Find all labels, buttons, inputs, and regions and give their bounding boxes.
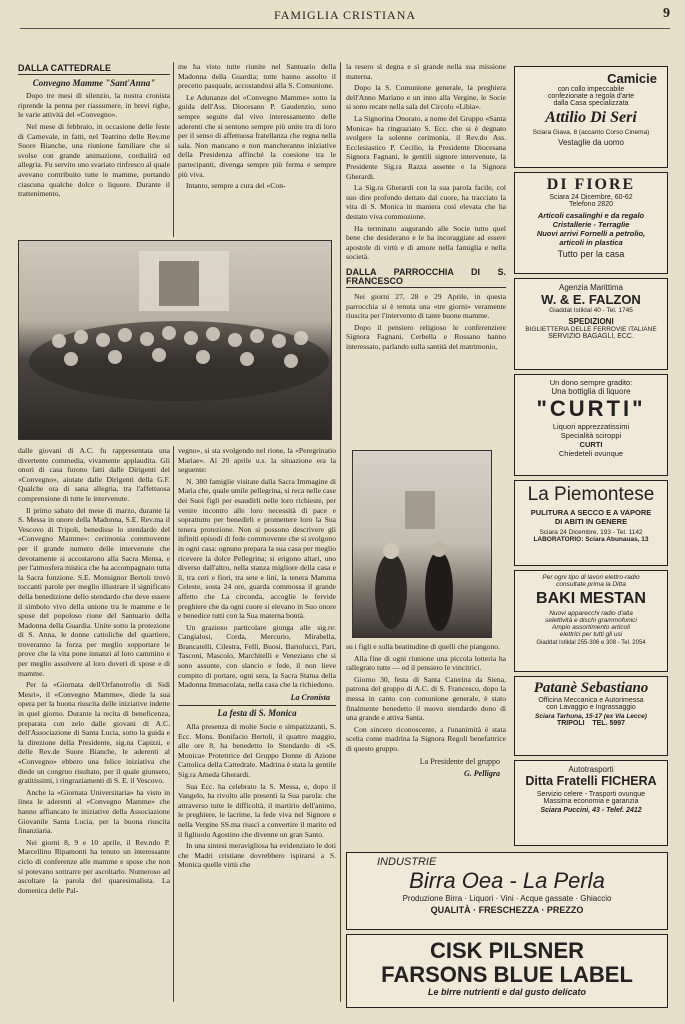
ad-text: articoli in plastica — [559, 238, 623, 247]
paragraph: In una sintesi meravigliosa ha evidenziato le doti che Madri cristiane dovrebbero ispirarsi a S. Monica quelle virtù che — [178, 841, 336, 870]
ad-text: Una bottiglia di liquore — [551, 387, 631, 396]
ad-cisk-farsons — [346, 934, 668, 1008]
article-convegno-cont — [178, 62, 336, 234]
ad-text: Giaddat Istiklal 255-306 e 308 - Tel. 2054 — [536, 640, 646, 646]
paragraph: Dopo la S. Comunione generale, la preghiera dell'Anno Mariano e un inno alla Vergine, le Socie si sono recate nella sala del Circolo «Libia». — [346, 83, 506, 112]
ad-text: Liquori apprezzatissimi — [552, 422, 630, 431]
paragraph: Per la «Giornata dell'Orfanotrofio di Sidi Mesri», il «Convegno Mamme», diede la sua opera per la buona riuscita delle iniziative indette in quel giorno. Durante la recita di beneficenza, preparata con zelo dalle giovani di A.C. dell'Associazione di Santa Lucia, sotto la guida e la direzione della Presidente, sig.na Capizzi, e delle Rev.de Suore Bianche, le aderenti al «Convegno» ebbero una felice iniziativa che diede un congruo risultato, per il quale giunsero, gratitissimi, i ringraziamenti di S. E. il Vescovo. — [18, 680, 170, 786]
paragraph: Alla presenza di molte Socie e simpatizzanti, S. Ecc. Mons. Bonifacio Bertoli, il quattro maggio, alle ore 8, ha benedetto lo Stendardo di «S. Monica» Protettrice del Gruppo Donne di Azione Cattolica della Cattedrale. Madrina è stata la gentile Sig.ra Ameda Gherardi. — [178, 722, 336, 779]
ad-text: QUALITÀ · FRESCHEZZA · PREZZO — [430, 905, 584, 915]
article-cattedrale-top — [18, 62, 170, 234]
ad-text: Articoli casalinghi e da regalo — [537, 211, 645, 220]
paragraph: La Sig.ra Gherardi con la sua parola facile, col suo dire profondo dettato dal cuore, ha tracciato la vita di S. Monica in maniera così elevata che ha destato viva commozione. — [346, 183, 506, 221]
ad-curti — [514, 374, 668, 476]
ad-la-piemontese — [514, 480, 668, 566]
ad-farsons-line: FARSONS BLUE LABEL — [381, 962, 633, 987]
ad-text: TRIPOLI — [556, 720, 585, 727]
ad-fiore-name: DI FIORE — [546, 176, 636, 193]
paragraph: me ha visto tutte riunite nel Santuario della Madonna della Guardia; tutte hanno assolto il precetto pasquale, accostandosi alla S. Comunione. — [178, 62, 336, 91]
section-title-san-francesco: DALLA PARROCCHIA DI S. FRANCESCO — [346, 266, 506, 287]
article-peregrinatio — [178, 446, 336, 1002]
ad-cisk-line: CISK PILSNER — [429, 938, 585, 963]
paragraph: Nel mese di febbraio, in occasione delle feste di Carnevale, in fatti, nel Teatrino delle Rev.me Suore Bianche, una riunione familiare che si svolse con grande animazione, cordialità ed allegria. Fu servito uno svariato rinfresco al quale avevano contribuito tutte le mamme, portando ciascuna qualche dolce o liquore. Durante il trattenimento, — [18, 121, 170, 199]
ad-text: CURTI — [579, 440, 603, 449]
section-title-santa-monica: La festa di S. Monica — [178, 705, 336, 719]
ad-text: BIGLIETTERIA DELLE FERROVIE ITALIANE — [525, 326, 657, 333]
ad-text: Massima economia e garanzia — [543, 798, 639, 805]
column-divider — [173, 446, 174, 1002]
ad-patane — [514, 676, 668, 756]
group-photo-mothers — [18, 240, 332, 440]
ad-text: Giaddat Istiklal 40 - Tel. 1745 — [549, 307, 633, 314]
ad-di-fiore — [514, 172, 668, 274]
ad-birra-name: Birra Oea - La Perla — [409, 868, 605, 893]
ad-text: Sciara Puccini, 43 - Telef. 2412 — [540, 807, 642, 814]
ad-text: Sciara Tarhuna, 15-17 (ex Via Lecce) — [535, 713, 647, 720]
ad-piemontese-name: La Piemontese — [527, 484, 655, 505]
section-title-cattedrale: DALLA CATTEDRALE — [18, 64, 170, 75]
ad-text: Specialità sciroppi — [560, 431, 622, 440]
paragraph: Un grazioso particolare giunga alle sig.re: Cangialosi, Corda, Mercurio, Mirabella, Brancatelli, Cilestra, Felli, Buosi, Bartolucci, Pari, Tasconi, Mascolo, Marchitelli e Veneziano che si sono assunte, con slancio e fede, il non lieve compito di portare, ogni sera, la Sacra Statua della Madonna Immacolata, nella casa che la richiedono. — [178, 622, 336, 690]
ad-text: Servizio celere - Trasporti ovunque — [536, 791, 646, 798]
ad-baki-mestan — [514, 570, 668, 672]
ad-text: Ampio assortimento articoli — [551, 624, 631, 631]
ad-birra-oea — [346, 852, 668, 930]
ad-text: confezionate a regola d'arte — [547, 93, 635, 100]
ad-text: Officina Meccanica e Autorimessa — [538, 697, 644, 704]
ad-text: INDUSTRIE — [377, 856, 437, 868]
signature-cronista: La Cronista — [290, 692, 330, 702]
ad-text: Vestaglie da uomo — [558, 138, 624, 147]
paragraph: dalle giovani di A.C. fu rappresentata una divertente commedia, vivamente applaudita. Gli onori di casa furono fatti dalle Dirigenti del «Convegno», aiutate dalle Dirigenti della G.F. Qualche ora di sana allegria, tra l'affettuosa comprensione di tutte le intervenute. — [18, 446, 170, 503]
ad-text: Un dono sempre gradito: — [549, 378, 633, 387]
column-divider — [173, 62, 174, 237]
ad-text: Le birre nutrienti e dal gusto delicato — [427, 987, 587, 997]
paragraph: Dopo tre mesi di silenzio, la nostra cronista riprende la penna per riassumere, in brevi righe, le varie attività del «Convegno». — [18, 91, 170, 120]
ad-text: Produzione Birra · Liquori · Vini · Acque gassate · Ghiaccio — [402, 894, 612, 903]
paragraph: su i figli e sulla beatitudine di quelli che piangono. — [346, 642, 500, 651]
ad-text: Agenzia Marittima — [558, 283, 624, 292]
ad-text: selettività e dischi grammofonici — [545, 617, 637, 624]
paragraph: Alla fine di ogni riunione una piccola lotteria ha rallegrato tutte — ed il pensiero le vincitrici. — [346, 653, 506, 673]
paragraph: Sua Ecc. ha celebrato la S. Messa, e, dopo il Vangelo, ha rivolto alle presenti la Sua parola: che attraverso tutte le difficoltà, il martirio dell'animo, le preghiere, le lacrime, la fede viva nel Signore e nella Vergine SS.ma riuscì a convertire il marito ed il figliuolo Agostino che divenne un gran Santo. — [178, 781, 336, 839]
paragraph: Ha terminato augurando alle Socie tutto quel bene che desiderano e le ha incoraggiate ad essere apostole di virtù e di amore nella famiglia e nella società. — [346, 223, 506, 262]
signature-name: G. Pelligra — [464, 769, 500, 779]
publication-title: FAMIGLIA CRISTIANA — [273, 8, 417, 22]
paragraph: N. 380 famiglie visitate dalla Sacra Immagine di Maria che, quale umile pellegrina, si reca nelle case dei Suoi figli per esaudirli nelle loro richieste, per venire incontro alle loro necessità di pace e soprattutto per benedirli e promettere loro la Sua tenera protezione. Non si possono descrivere gli infiniti episodi di fede commovente che si svolgono in ogni casa: ognuno prepara la sua casa per meglio ricevere la dolce Pellegrina; si erigono altari, uno diverso dall'altro, nella stanza migliore della casa e lì, tra ceri e fiori, tra sete e lini, la tenera Mamma Celeste, sosta 24 ore, guarda commossa il grande affetto che La circonda, accoglie le fervide preghiere che da ogni cuore si elevano in Suo onore e benedice tutti con la Sua materna bontà. — [178, 476, 336, 621]
ad-fichera-name: Ditta Fratelli FICHERA — [525, 774, 657, 788]
paragraph: Nei giorni 27, 28 e 29 Aprile, in questa parrocchia si è tenuta una «tre giorni» veramente riuscita per l'intervento di tante buone mamme. — [346, 292, 506, 321]
paragraph: Anche la «Giornata Universitaria» ha visto in linea le aderenti al «Convegno Mamme» che hanno affiancato le iniziative della Associazione Giovanile Santa Lucia, per la buona riuscita finanziaria. — [18, 787, 170, 836]
ad-text: Nuovi arrivi Fornelli a petrolio, — [536, 229, 646, 238]
paragraph: Intanto, sempre a cura del «Con- — [186, 181, 286, 191]
paragraph: Le Adunanze del «Convegno Mamme» sotto la guida dell'Ass. Diocesano P. Gaudenzio, sono sempre seguite dal vivo interessamento delle aderenti che si sentono sempre più unite tra di loro per il senso di affettuosa fratellanza che regna nella sala. Non mancano e non mancheranno iniziative della Presidenza affinché la coesione tra le partecipanti, divenga sempre più ferma e sempre più viva. — [178, 92, 336, 179]
photo-two-women-illustration — [353, 451, 491, 637]
article-santa-monica-cont — [346, 62, 506, 447]
ad-text: Sciara Giava, 8 (accanto Corso Cinema) — [532, 129, 650, 136]
paragraph: Dopo il pensiero religioso le conferenziere Signora Fagnani, Cerbella e Rossano hanno interessato, parlando sulla santità del matrimonio, — [346, 322, 506, 352]
ad-baki-name: BAKI MESTAN — [536, 590, 646, 607]
article-subtitle-convegno: Convegno Mamme "Sant'Anna" — [32, 77, 156, 88]
column-divider — [340, 62, 341, 1002]
ad-text: con collo impeccabile — [557, 86, 625, 93]
paragraph: Giorno 30, festa di Santa Caterina da Siena, patrona del gruppo di A.C. di S. Francesco, dopo la messa in canto con comunione generale, è stato finalmente benedetto il nuovo stendardo dono di una grande e attiva Santa. — [346, 674, 506, 723]
ad-text: Cristallerie - Terraglie — [552, 220, 630, 229]
page-number: 9 — [663, 6, 670, 21]
ad-text: Sciara 24 Dicembre, 60-62 — [549, 194, 633, 201]
ad-text: Telefono 2820 — [569, 201, 613, 208]
ad-camicie-title: Camicie — [607, 71, 657, 86]
paragraph: Nei giorni 8, 9 e 10 aprile, il Rev.ndo P. Marcellino Ripamonti ha tenuto un interessante ciclo di conferenze alle mamme e spose che non si potevano sottrarre per ascoltarlo. Numeroso ad ascoltare la parola del quaresimalista. La domenica delle Pal- — [18, 837, 170, 895]
ad-falzon-name: W. & E. FALZON — [541, 292, 641, 307]
ad-text: Tutto per la casa — [557, 249, 625, 259]
signature-title: La Presidente del gruppo — [419, 756, 500, 766]
paragraph: vegno», si sta svolgendo nel rione, la «Peregrinatio Mariae». Al 20 aprile u.s. la situazione era la seguente: — [178, 446, 336, 475]
group-photo-illustration — [19, 241, 331, 439]
ad-text: DI ABITI IN GENERE — [554, 517, 628, 526]
photo-two-women — [352, 450, 492, 638]
ad-text: elettrici per tutti gli usi — [559, 631, 623, 638]
ad-text: SERVIZIO BAGAGLI, ECC. — [548, 333, 634, 340]
ad-text: con Lavaggio e Ingrassaggio — [546, 704, 636, 711]
ad-falzon — [514, 278, 668, 370]
article-cattedrale-bottom — [18, 446, 170, 1002]
ad-camicie — [514, 66, 668, 168]
ad-curti-name: "CURTI" — [536, 396, 646, 421]
ad-camicie-name: Attilio Di Seri — [545, 109, 637, 126]
article-san-francesco-cont — [346, 642, 506, 842]
page-header — [20, 6, 670, 29]
ad-text: LABORATORIO: Sciara Abunauas, 13 — [533, 536, 649, 543]
ad-text: Sciara 24 Dicembre, 193 - Tel. 1142 — [539, 529, 643, 536]
ad-text: TEL. 5997 — [592, 720, 626, 727]
paragraph: la resero sì degna e sì grande nella sua missione materna. — [346, 62, 506, 81]
ad-text: PULITURA A SECCO E A VAPORE — [530, 508, 652, 517]
ad-text: Chiedeteli ovunque — [558, 449, 624, 458]
paragraph: Il primo sabato del mese di marzo, durante la S. Messa in onore della Madonna, S.E. Rev.ma il Vescovo di Tripoli, benedisse lo stendardo del «Convegno Mamme»: cerimonia commovente per il grande numero delle intervenute che devotamente si accostarono alla Sacra Mensa, e per l'atmosfera mistica che ha accompagnato tutta la Sacra funzione. S.E. Monsignor Bertoli trovò toccanti parole per meglio illustrare il significato della benedizione dello stendardo che deve essere il simbolo vivo della unione tra le mamme e le spose del popoloso rione del Santuario della Madonna della Guardia. Unite sotto la protezione di S. Anna, le donne cattoliche del quartiere, troveranno la forza per meglio sopportare le prove che la vita pone innanzi al loro cammino e per meglio assolvere al loro doveri di spose e di mamme. — [18, 505, 170, 678]
ad-text: Per ogni tipo di lavori elettro-radio — [542, 574, 640, 581]
ad-patane-city-tel — [515, 720, 667, 727]
ad-patane-name: Patanè Sebastiano — [533, 680, 649, 696]
ad-text: consultate prima la Ditta — [556, 581, 626, 588]
ad-text: Autotrasporti — [568, 765, 614, 774]
paragraph: La Signorina Onorato, a nome del Gruppo «Santa Monica» ha ringraziato S. Ecc. che si è degnato svolgere la solenne cerimonia, il Rev.do Ass. Ecclesiastico P. Cecilio, la Presidente Diocesana Signora Fagnani, le gentili signore intervenute, la Presidente Sig.ra Razza assente e la Signora Gherardi. — [346, 113, 506, 181]
ad-fichera — [514, 760, 668, 846]
ad-text: Nuovi apparecchi radio d'alta — [549, 610, 633, 617]
paragraph: Con sincero riconoscente, a l'unanimità è stata scelta come madrina la Signora Regoli benefattrice di questo gruppo. — [346, 724, 506, 753]
ad-text: SPEDIZIONI — [568, 317, 614, 326]
ad-text: dalla Casa specializzata — [553, 100, 629, 107]
